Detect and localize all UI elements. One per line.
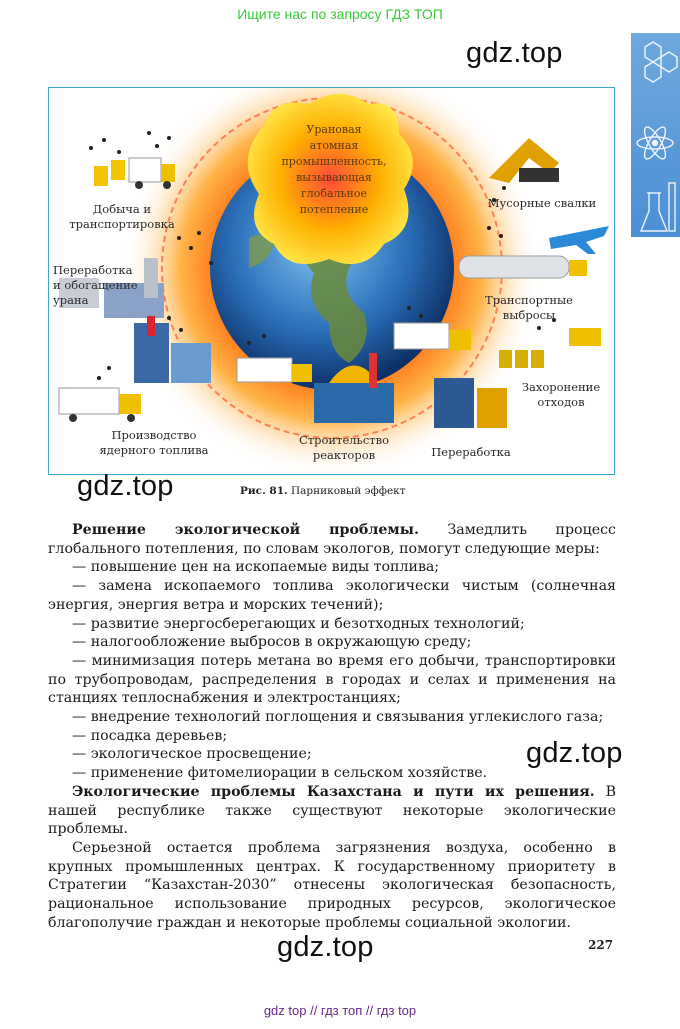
caption-number: Рис. 81. bbox=[240, 485, 288, 497]
label-processing: Переработка и обогащение урана bbox=[53, 263, 138, 307]
list-item: — повышение цен на ископаемые виды топлива; bbox=[72, 559, 440, 576]
list-item: — применение фитомелиорации в сельском хозяйстве. bbox=[72, 765, 488, 782]
watermark: gdz.top bbox=[466, 37, 563, 69]
label-burial: Захоронение отходов bbox=[521, 380, 601, 409]
label-reprocessing: Переработка bbox=[431, 445, 511, 459]
list-item: — экологическое просвещение; bbox=[72, 746, 312, 763]
list-item: — замена ископаемого топлива экологически чистым (солнечная энергия, энергия ветра и морских течений); bbox=[48, 578, 616, 613]
chemistry-side-tab bbox=[631, 33, 680, 237]
body-text bbox=[48, 521, 616, 932]
footer-links[interactable]: gdz top // гдз топ // гдз top bbox=[263, 1003, 417, 1018]
chemistry-icon bbox=[631, 33, 680, 237]
caption-text: Парниковый эффект bbox=[291, 485, 406, 497]
label-reactors: Строительство реакторов bbox=[298, 433, 390, 462]
watermark: gdz.top bbox=[526, 737, 623, 769]
list-item: — минимизация потерь метана во время его добычи, транспортировки по трубопроводам, распределения в городах и селах и применения на станциях теплоснабжения и электростанциях; bbox=[48, 652, 616, 707]
greenhouse-figure bbox=[48, 87, 615, 475]
label-mining: Добыча и транспортировка bbox=[69, 202, 175, 231]
paragraph bbox=[48, 521, 616, 558]
figure-caption bbox=[240, 485, 406, 497]
watermark: gdz.top bbox=[77, 470, 174, 502]
paragraph-heading: Экологические проблемы Казахстана и пути их решения. bbox=[72, 783, 595, 800]
paragraph bbox=[48, 783, 616, 839]
watermark: gdz.top bbox=[277, 931, 374, 963]
paragraph-text: Замедлить процесс глобального потепления, по словам экологов, помогут следующие меры: bbox=[48, 522, 616, 557]
list-item: — развитие энергосберегающих и безотходных технологий; bbox=[72, 615, 525, 632]
list-item: — внедрение технологий поглощения и связывания углекислого газа; bbox=[72, 709, 604, 726]
label-dumps: Мусорные свалки bbox=[487, 196, 597, 210]
paragraph: Серьезной остается проблема загрязнения воздуха, особенно в крупных промышленных центрах. К государственному приоритету в Стратегии “Казахстан-2030” отнесены экологическая безопасность, рациональное использование природных ресурсов, экологическое благополучие граждан и некоторые проблемы социальной экологии. bbox=[48, 839, 616, 931]
list-item: — посадка деревьев; bbox=[72, 727, 228, 744]
label-fuel: Производство ядерного топлива bbox=[99, 428, 209, 457]
page-number: 227 bbox=[588, 938, 614, 952]
paragraph-text: В нашей республике также существуют некоторые экологические проблемы. bbox=[48, 783, 616, 838]
top-banner[interactable]: Ищите нас по запросу ГДЗ ТОП bbox=[237, 6, 443, 22]
label-transport: Транспортные выбросы bbox=[485, 293, 573, 322]
list-item: — налогообложение выбросов в окружающую среду; bbox=[72, 634, 472, 651]
center-label: Урановая атомная промышленность, вызывающая глобальное потепление bbox=[281, 123, 387, 216]
paragraph-heading: Решение экологической проблемы. bbox=[72, 522, 419, 538]
